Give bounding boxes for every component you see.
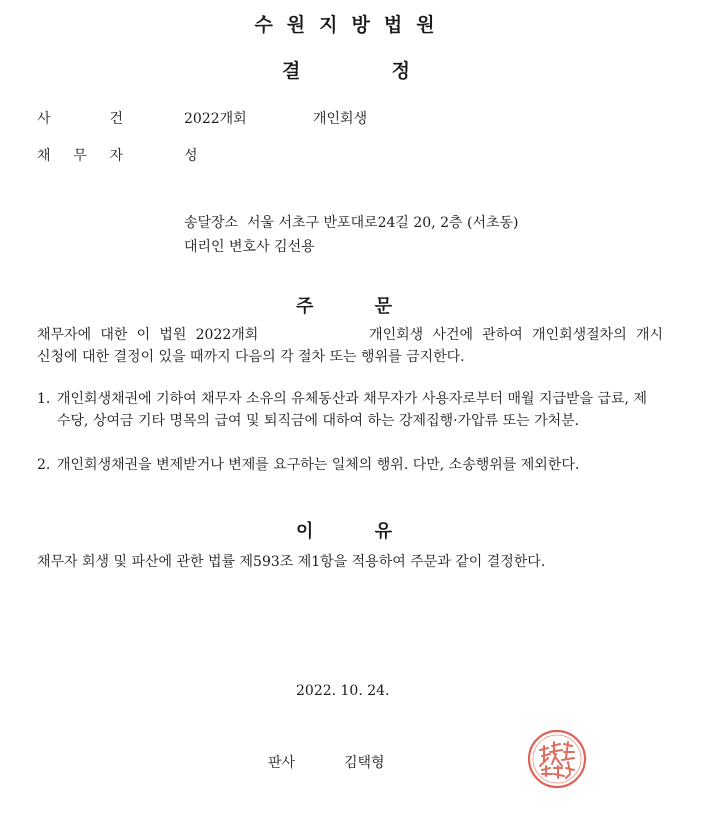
judge-name: 김택형 (344, 755, 385, 771)
judge-seal (526, 728, 588, 790)
reason-text: 채무자 회생 및 파산에 관한 법률 제593조 제1항을 적용하여 주문과 같이 결정한다. (37, 554, 546, 570)
case-name: 개인회생 (313, 111, 368, 127)
order-heading-char-2: 문 (374, 296, 392, 317)
document-title (282, 56, 410, 83)
court-name: 수원지방법원 (254, 14, 449, 36)
order-item-text: 개인회생채권에 기하여 채무자 소유의 유체동산과 채무자가 사용자로부터 매월 지급받을 급료, 제수당, 상여금 기타 명목의 급여 및 퇴직금에 대하여 하는 강제집행·가압류 또는 가처분. (57, 391, 647, 429)
reason-heading-char-2: 유 (374, 521, 392, 542)
title-char-2: 정 (391, 60, 410, 82)
order-heading-char-1: 주 (296, 296, 314, 317)
title-char-1: 결 (282, 60, 301, 82)
order-item-text: 개인회생채권을 변제받거나 변제를 요구하는 일체의 행위. 다만, 소송행위를 제외한다. (57, 457, 580, 473)
order-item-number: 1. (37, 391, 51, 407)
case-number: 2022개회 (184, 111, 247, 127)
order-item (37, 388, 647, 432)
order-intro-line-1: 채무자에 대한 이 법원 2022개회 개인회생 사건에 관하여 개인회생절차의 개시 (37, 327, 663, 343)
debtor-label-char-1: 채 (37, 148, 51, 164)
debtor-label-char-3: 자 (109, 148, 123, 164)
order-item (37, 454, 647, 476)
order-item-number: 2. (37, 457, 51, 473)
debtor-label (37, 145, 123, 165)
service-address: 송달장소 서울 서초구 반포대로24길 20, 2층 (서초동) (184, 215, 519, 231)
case-label (37, 108, 123, 128)
case-label-char-1: 사 (37, 111, 51, 127)
reason-heading (296, 517, 392, 543)
order-intro-line-2: 신청에 대한 결정이 있을 때까지 다음의 각 절차 또는 행위를 금지한다. (37, 349, 465, 365)
order-heading (296, 292, 392, 318)
debtor-label-char-2: 무 (73, 148, 87, 164)
reason-heading-char-1: 이 (296, 521, 314, 542)
legal-agent: 대리인 변호사 김선용 (184, 239, 315, 255)
decision-date: 2022. 10. 24. (296, 683, 390, 699)
case-label-char-2: 건 (109, 111, 123, 127)
debtor-name: 성 (184, 148, 198, 164)
judge-title: 판사 (268, 755, 296, 771)
